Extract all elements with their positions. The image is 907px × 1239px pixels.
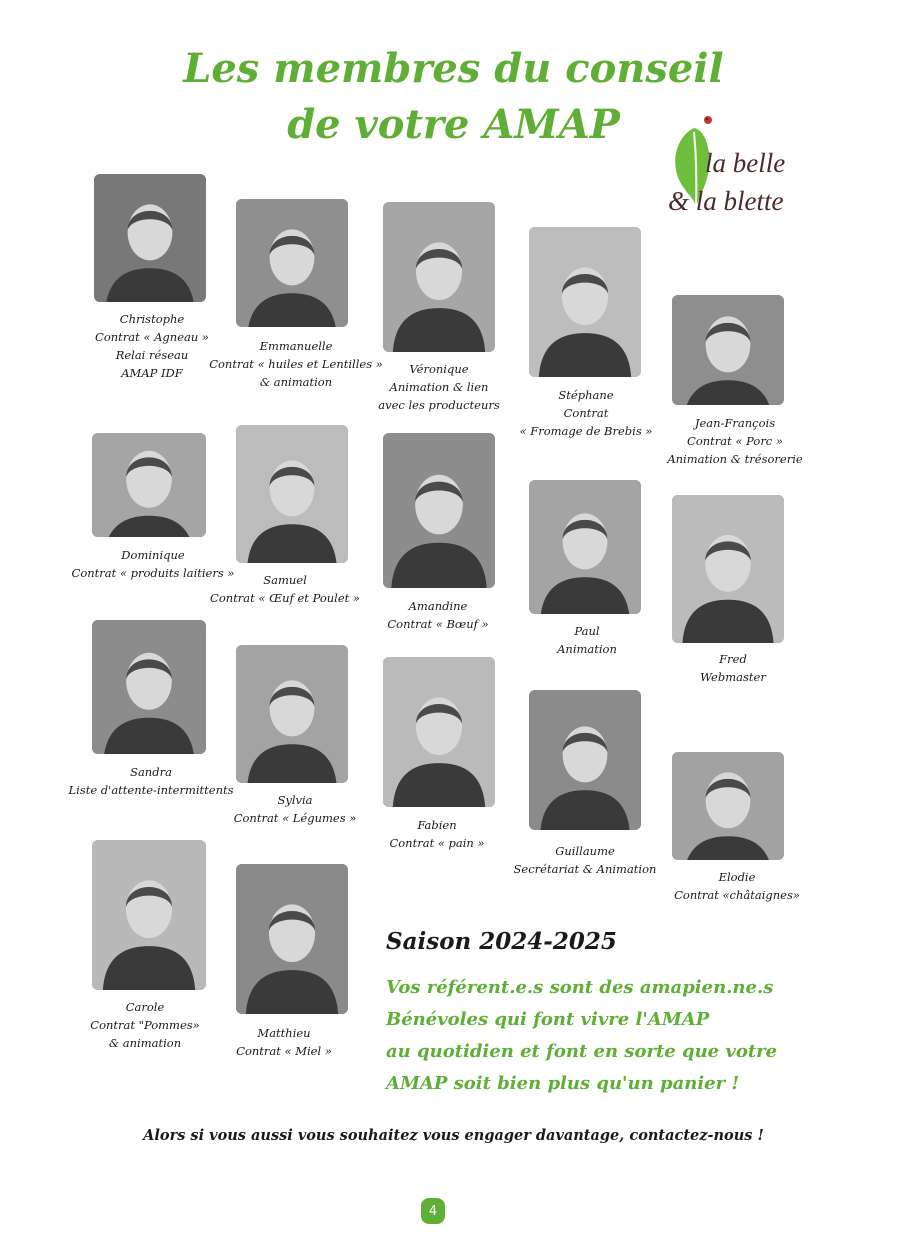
member-photo [529, 690, 641, 830]
portrait-image [94, 174, 206, 302]
member-role-line: & animation [108, 1036, 182, 1050]
member-name: Guillaume [555, 844, 615, 858]
member-photo [236, 645, 348, 783]
call-to-action: Alors si vous aussi vous souhaitez vous engager davantage, contactez-nous ! [143, 1127, 764, 1144]
member-name: Fabien [417, 818, 457, 832]
member-caption [389, 816, 484, 852]
portrait-image [236, 864, 348, 1014]
page-title-line-2: de votre AMAP [287, 101, 620, 148]
portrait-image [529, 690, 641, 830]
member-role-line: Animation [557, 642, 617, 656]
member-photo [383, 433, 495, 588]
member-role-line: Contrat « huiles et Lentilles » [209, 357, 383, 371]
ladybug-icon [704, 116, 712, 124]
member-role-line: Animation & trésorerie [667, 452, 803, 466]
portrait-image [529, 480, 641, 614]
member-role-line: Contrat « Œuf et Poulet » [210, 591, 360, 605]
season-tagline [386, 972, 856, 1100]
member-role-line: Contrat « produits laitiers » [71, 566, 235, 580]
logo-text-line-1: la belle [705, 148, 786, 178]
portrait-image [92, 433, 206, 537]
member-caption [236, 1024, 332, 1060]
portrait-image [92, 620, 206, 754]
member-photo [672, 752, 784, 860]
member-caption [95, 310, 209, 382]
member-role-line: Relai réseau [115, 348, 189, 362]
member-name: Matthieu [257, 1026, 311, 1040]
member-photo [92, 840, 206, 990]
member-name: Carole [125, 1000, 165, 1014]
member-name: Stéphane [558, 388, 614, 402]
member-role-line: & animation [259, 375, 333, 389]
portrait-image [672, 752, 784, 860]
member-photo [236, 199, 348, 327]
member-photo [94, 174, 206, 302]
member-role-line: Contrat « Bœuf » [387, 617, 489, 631]
member-name: Fred [719, 652, 747, 666]
member-photo [383, 202, 495, 352]
member-photo [529, 227, 641, 377]
member-name: Jean-François [694, 416, 776, 430]
member-caption [514, 842, 657, 878]
member-role-line: Liste d'attente-intermittents [68, 783, 234, 797]
member-caption [387, 597, 488, 633]
portrait-image [672, 295, 784, 405]
member-role-line: Contrat "Pommes» [90, 1018, 200, 1032]
page-number: 4 [421, 1198, 445, 1224]
member-photo [236, 425, 348, 563]
member-photo [236, 864, 348, 1014]
member-caption [68, 763, 233, 799]
member-name: Sandra [130, 765, 172, 779]
member-role-line: Webmaster [700, 670, 766, 684]
member-photo [92, 433, 206, 537]
member-role-line: « Fromage de Brebis » [519, 424, 653, 438]
member-role-line: Contrat « Agneau » [95, 330, 209, 344]
member-role-line: Contrat « Légumes » [233, 811, 357, 825]
portrait-image [529, 227, 641, 377]
member-role-line: Contrat « Porc » [687, 434, 783, 448]
portrait-image [92, 840, 206, 990]
logo-text-line-2: & la blette [668, 186, 784, 216]
member-photo [529, 480, 641, 614]
member-name: Elodie [718, 870, 756, 884]
member-caption [378, 360, 500, 414]
member-photo [672, 295, 784, 405]
member-role-line: Contrat [563, 406, 609, 420]
member-role-line: Contrat « Miel » [236, 1044, 332, 1058]
portrait-image [236, 425, 348, 563]
member-caption [90, 998, 199, 1052]
member-name: Sylvia [277, 793, 313, 807]
season-title: Saison 2024-2025 [386, 928, 617, 955]
member-caption [520, 386, 653, 440]
member-caption [209, 337, 383, 391]
portrait-image [383, 202, 495, 352]
season-tagline-line: Bénévoles qui font vivre l'AMAP [386, 1009, 710, 1030]
portrait-image [383, 657, 495, 807]
member-role-line: Contrat «châtaignes» [674, 888, 800, 902]
member-photo [672, 495, 784, 643]
member-name: Paul [574, 624, 600, 638]
member-role-line: Contrat « pain » [389, 836, 485, 850]
portrait-image [236, 645, 348, 783]
member-role-line: Animation & lien [389, 380, 489, 394]
member-caption [210, 571, 360, 607]
portrait-image [383, 433, 495, 588]
portrait-image [672, 495, 784, 643]
member-caption [234, 791, 357, 827]
member-caption [667, 414, 802, 468]
member-photo [383, 657, 495, 807]
member-name: Véronique [409, 362, 469, 376]
member-role-line: AMAP IDF [121, 366, 183, 380]
member-role-line: avec les producteurs [378, 398, 500, 412]
member-caption [700, 650, 766, 686]
season-tagline-line: Vos référent.e.s sont des amapien.ne.s [386, 977, 774, 998]
member-name: Amandine [408, 599, 468, 613]
member-photo [92, 620, 206, 754]
season-tagline-line: AMAP soit bien plus qu'un panier ! [386, 1073, 740, 1094]
season-tagline-line: au quotidien et font en sorte que votre [386, 1041, 778, 1062]
page-title-line-1: Les membres du conseil [183, 45, 724, 92]
member-role-line: Secrétariat & Animation [513, 862, 657, 876]
member-name: Dominique [121, 548, 185, 562]
member-caption [557, 622, 617, 658]
member-caption [674, 868, 800, 904]
member-name: Samuel [263, 573, 307, 587]
member-name: Christophe [119, 312, 185, 326]
member-name: Emmanuelle [259, 339, 333, 353]
portrait-image [236, 199, 348, 327]
